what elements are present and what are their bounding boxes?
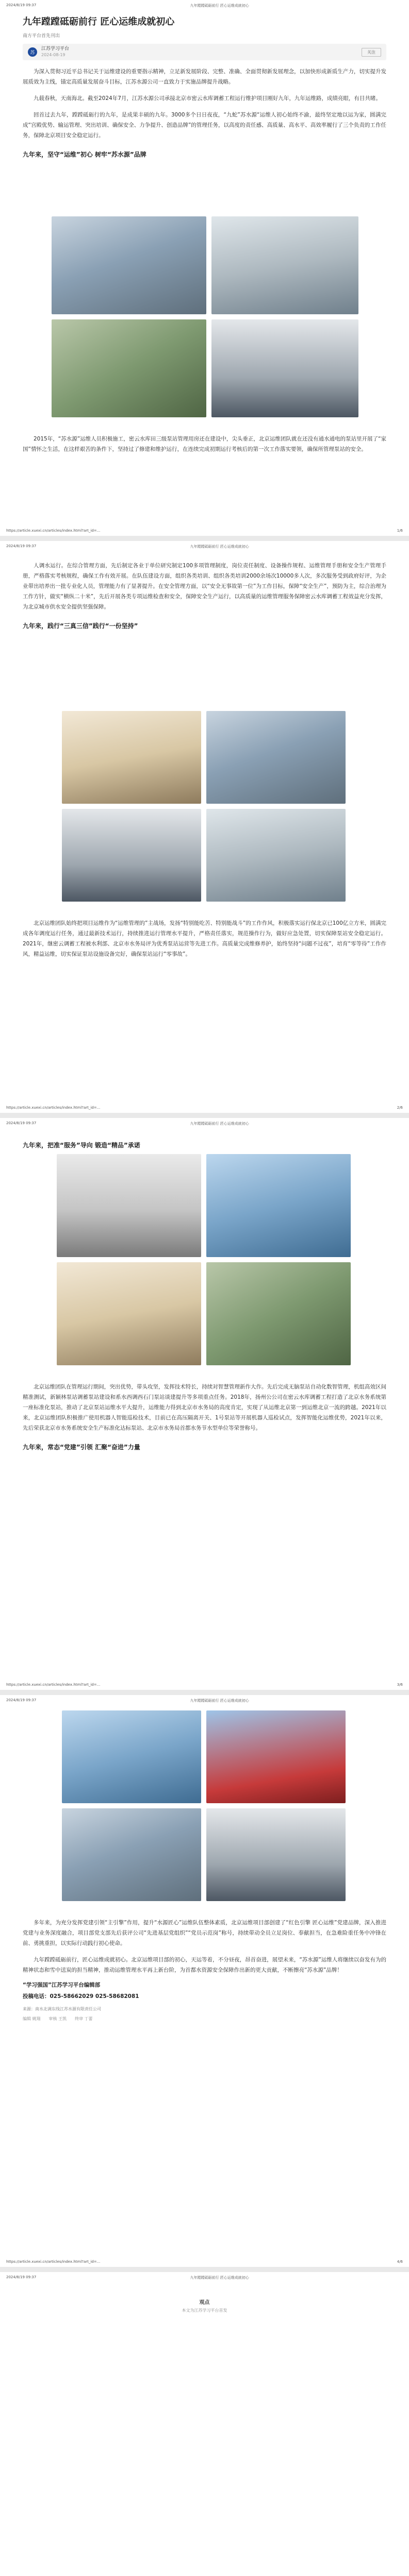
header-doc-title: 九年蹚蹚砥砺前行 匠心运维成就初心 [190, 2276, 249, 2280]
header-datetime: 2024/8/19 09:37 [6, 1121, 37, 1125]
paragraph: 九载春秋，天南海北。截至2024年7月，江苏水源公司承接北京市密云水库调蓄工程运行维护项目刚好九年，九年运维路，成绩亮眼，有目共睹。 [34, 95, 381, 101]
footer-url: https://article.xuexi.cn/articles/index.html?art_id=... [6, 1106, 101, 1110]
article-photo [57, 1154, 201, 1257]
article-photo [211, 319, 358, 417]
paragraph: 九年蹚蹚砥砺前行，匠心运维成就初心。北京运维项目部的初心，天运等着，不分昼夜，昂首奋进，展望未来，“苏水源”运维人将继续以奋发有为的精神状态和雪中送炭的担当精神，推动运维管理水平再上新台阶，为首都水资源安全保障作出新的更大贡献，不断擦亮“苏水源”品牌！ [23, 1957, 386, 1973]
header-doc-title: 九年蹚蹚砥砺前行 匠心运维成就初心 [190, 545, 249, 549]
article-photo [206, 711, 346, 804]
page-header [6, 544, 403, 549]
article-photo [206, 1154, 351, 1257]
header-doc-title: 九年蹚蹚砥砺前行 匠心运维成就初心 [190, 1699, 249, 1703]
footer-page: 2/6 [397, 1106, 403, 1110]
document-page [0, 1118, 409, 1690]
document-page [0, 2272, 409, 2576]
article-photo [206, 1262, 351, 1365]
footer-url: https://article.xuexi.cn/articles/index.html?art_id=... [6, 1683, 101, 1687]
editor-credits [23, 2016, 386, 2022]
credit-reviewer: 审核 王凯 [48, 2016, 67, 2021]
header-datetime: 2024/8/19 09:37 [6, 2275, 37, 2279]
article-source: 南方平台首先刊出 [23, 33, 60, 39]
paragraph: 为深入贯彻习近平总书记关于运维建设的重要指示精神，立足新发展阶段、完整、准确、全面贯彻新发展理念，以加快形成新质生产力，切实提升发展质效为主线，锚定高质量发展奋斗目标，江苏水源公司一直致力于实施品牌提升战略。 [23, 69, 386, 85]
paragraph: 多年来，为充分发挥党建引领“主引擎”作用，提升“水源匠心”运维队伍整体素质，北京运维项目部创建了“红色引擎 匠心运维”党建品牌，深入推进党建与业务深度融合，项目部党支部先后获评公司“先进基层党组织”“党员示范岗”称号，持续带动全员立足岗位、奉献担当，在急难险重任务中冲锋在前、勇挑重担，以实际行动践行初心使命。 [23, 1920, 386, 1946]
page-footer [6, 529, 403, 533]
header-datetime: 2024/8/19 09:37 [6, 1698, 37, 1702]
publisher-logo: 苏 [28, 47, 37, 57]
footer-url: https://article.xuexi.cn/articles/index.html?art_id=... [6, 2260, 101, 2264]
footer-page: 1/6 [397, 529, 403, 533]
page-footer [6, 1106, 403, 1110]
article-photo [52, 319, 206, 417]
article-photo [62, 1808, 201, 1901]
contact-phone: 投稿电话：025-58662029 025-58682081 [23, 1993, 139, 1999]
comment-section-title: 观点 [199, 2300, 210, 2306]
page-header [6, 3, 403, 8]
article-photo [206, 1710, 346, 1803]
publisher-time: 2024-08-19 [41, 53, 66, 57]
follow-button[interactable]: 关注 [362, 48, 381, 57]
page-header [6, 1698, 403, 1703]
header-doc-title: 九年蹚蹚砥砺前行 匠心运维成就初心 [190, 4, 249, 8]
document-page [0, 0, 409, 536]
article-photo [62, 711, 201, 804]
page-footer [6, 2260, 403, 2264]
footer-url: https://article.xuexi.cn/articles/index.html?art_id=... [6, 529, 101, 533]
publisher-source: 来源：南水北调东线江苏水源有限责任公司 [23, 2007, 101, 2011]
article-photo [52, 216, 206, 314]
paragraph: 2015年，“苏水源”运维人员积极施工，密云水库田三级泵站管理用房还在建设中，尖头垂正，北京运维团队就在还没有通水通电的泵站里开展了“家国”情怀之生活，在这样艰苦的条件下，坚持过了修建和维护运行，在连续完成初期运行考核后的第一次工作落实要领，确保所管理泵站的安全。 [23, 436, 386, 452]
paragraph: 北京运维团队始终把项目运维作为“运维管理的”主战场，发扬“特别能吃苦、特别能战斗”的工作作风，积极落实运行保北京已100亿立方米，圆满完成各年调度运行任务，通过最新技术运行，持续推进运行管理水平提升，严格责任落实，规范操作行为，做好应急处置，切实保障泵站安全稳定运行。2021年，继密云调蓄工程被水利部、北京市水务局评为优秀泵站运营等先进工作。高质量完成维修养护，始终坚持“问题不过夜”，培育“零等待”工作作风，精益运维，切实保证泵站设施设备完好，确保泵站运行“零事故”。 [23, 920, 386, 957]
section-heading: 九年来，践行“三真三信”践行“一份坚持” [23, 622, 138, 630]
credit-final: 终审 丁蕾 [75, 2016, 93, 2021]
article-photo [211, 216, 358, 314]
article-title: 九年蹚蹚砥砺前行 匠心运维成就初心 [23, 16, 175, 27]
article-photo [62, 809, 201, 902]
page-footer [6, 1683, 403, 1687]
section-heading: 九年来，把准“服务”导向 锻造“精品”承诺 [23, 1142, 140, 1149]
footer-page: 3/6 [397, 1683, 403, 1687]
document-page [0, 1695, 409, 2267]
page-header [6, 2275, 403, 2280]
paragraph: 人调水运行。在综合管理方面，先后制定各业于单位研究制定100多项管理制度，岗位责任制度、设备操作规程、运维管理手册和安全生产管理手册，严格落实考核规程，确保工作有效开展。在队伍建设方面，组织各类培训、组织各类培训2000余场次10000多人次，多次服务受到政府好评，为企业带出培养出一批专业化人员，管理能力有了显著提升。在安全管理方面，以“安全无事故第一位”为工作目标，保障“安全生产”，预防为主，综合治理为工作方针，做实“横纵二十米”，先后开展各类专项运维检查和安全，保障安全生产运行，以高质量的运维管理服务保障密云水库调蓄工程效益充分发挥，为北京城市供水安全提供坚强保障。 [23, 563, 386, 610]
article-photo [206, 1808, 346, 1901]
document-page [0, 541, 409, 1113]
article-photo [62, 1710, 201, 1803]
publisher-name: 江苏学习平台 [41, 46, 70, 52]
credit-editor: 编辑 姚翔 [23, 2016, 41, 2021]
footer-page: 4/6 [397, 2260, 403, 2264]
header-datetime: 2024/8/19 09:37 [6, 3, 37, 7]
comment-note: 本文为江苏学习平台首发 [182, 2308, 227, 2313]
paragraph: 北京运维团队在管理运行期间，突出优势，带头攻坚，发挥技术特长，持续对智慧管理新作大作。先后完成无脑泵站自动化数智管理，机组高效区间精准测试，新颖林泵站调蓄泵站建设和系水西调西石门泵站谈建提升等多项重点任务。2018年，扬州公公司在密云水库调蓄工程打造了北京水务系统第一座标准化泵站，推动了北京泵站运维水平大提升，运维能力得到北京市水务局的高度肯定，实现了从运维北京第一到运维北京一流的跨越。2021年以来，北京运维团队积极推广使用机器人智能巡检技术，目前已在高压隔离开关、1号泵站等开展机器人巡检试点，发挥智能化运维优势，2021年以来，先后荣获北京市水务系统安全生产标准化达标泵站、北京市水务局首都水务节水型单位等荣誉称号。 [23, 1384, 386, 1431]
page-header [6, 1121, 403, 1126]
paragraph: 回首过去九年，蹚蹚砥砺行的九年，是成果丰硕的九年。3000多个日日夜夜，“九蛇”苏水源“运维人初心始终不渝，最终坚定地以运为家，圆满完成“宫殿优势、输运管理、突出培训、确保安全、力争提升、创造品牌”的管理任务，以高度的责任感、高质量、高水平、高效率履行了三个负责的工作任务，保障北京项目安全稳定运行。 [23, 112, 386, 139]
article-photo [206, 809, 346, 902]
header-doc-title: 九年蹚蹚砥砺前行 匠心运维成就初心 [190, 1122, 249, 1126]
section-heading: 九年来，坚守“运维”初心 树牢“苏水源”品牌 [23, 151, 146, 158]
publisher-card[interactable] [23, 44, 386, 60]
section-heading: 九年来，常态“党建”引领 汇聚“奋进”力量 [23, 1444, 140, 1451]
contact-title: “学习强国”江苏学习平台编辑部 [23, 1982, 101, 1988]
article-photo [57, 1262, 201, 1365]
header-datetime: 2024/8/19 09:37 [6, 544, 37, 548]
